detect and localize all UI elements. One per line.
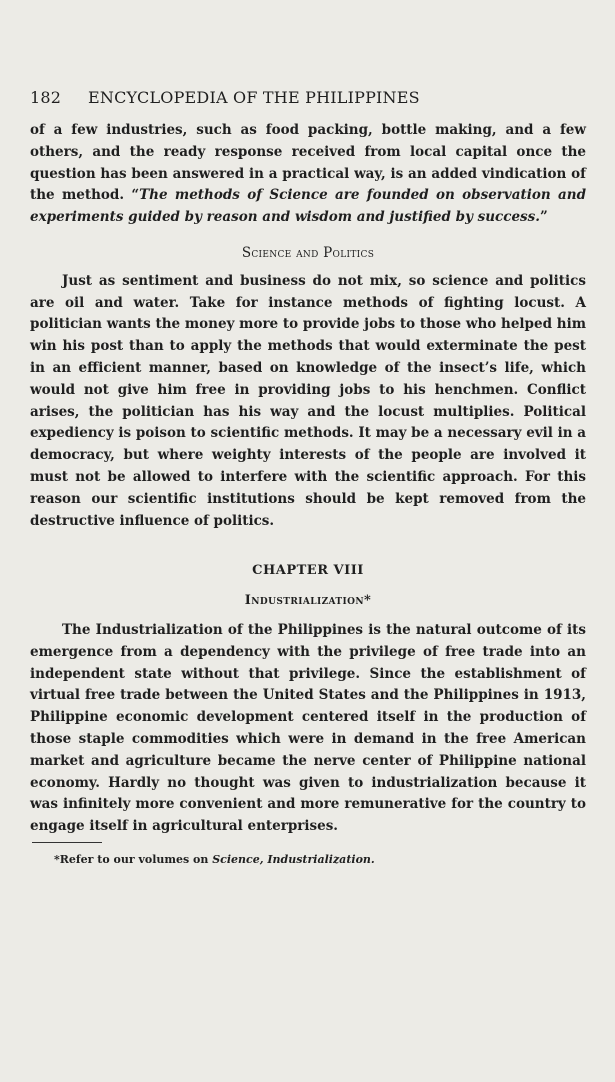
- opening-paragraph: [30, 120, 586, 229]
- section-heading-science-politics: Science and Politics: [241, 244, 375, 261]
- page-number: 182: [30, 88, 62, 107]
- chapter-title: CHAPTER VIII: [252, 563, 364, 579]
- page-body: [30, 120, 586, 871]
- footnote-rule: [32, 842, 102, 843]
- opening-quote: The methods of Science are founded on observation and experiments guided by reason and wisdom and justified by success.: [30, 187, 587, 226]
- science-politics-paragraph: Just as sentiment and business do not mix, so science and politics are oil and water. Take for instance methods of fighting locust. A politician wants the money more to provide jobs to those who helped him win his post than to apply the methods that would exterminate the pest in an efficient manner, based on knowledge of the insect’s life, which would not give him free in providing jobs to his henchmen. Conflict arises, the politician has his way and the locust multiplies. Political expediency is poison to scientific methods. It may be a necessary evil in a democracy, but where weighty interests of the people are involved it must not be allowed to interfere with the scientific approach. For this reason our scientific institutions should be kept removed from the destructive influence of politics.: [30, 272, 586, 529]
- chapter-heading-text: Industrialization: [244, 593, 364, 609]
- footnote-text: Refer to our volumes on: [59, 852, 213, 866]
- footnote-italic: Science, Industrialization.: [212, 852, 375, 866]
- page-header: [30, 88, 590, 107]
- footnote: [54, 849, 586, 871]
- chapter-heading: [30, 590, 586, 612]
- footnote-marker: *: [364, 593, 372, 609]
- running-title: ENCYCLOPEDIA OF THE PHILIPPINES: [88, 88, 420, 107]
- opening-text: of a few industries, such as food packing, bottle making, and a few others, and the ready response received from local capital once the question has been answered in a practical way, is an added vindication of the method. “: [30, 122, 586, 204]
- quote-close: ”: [539, 209, 548, 226]
- industrialization-paragraph: The Industrialization of the Philippines is the natural outcome of its emergence from a dependency with the privilege of free trade into an independent state without that privilege. Since the establishment of virtual free trade between the United States and the Philippines in 1913, Philippine economic development centered itself in the production of those staple commodities which were in demand in the free American market and agriculture became the nerve center of Philippine national economy. Hardly no thought was given to industrialization because it was infinitely more convenient and more remunerative for the country to engage itself in agricultural enterprises.: [30, 621, 586, 835]
- footnote-mark: *: [54, 852, 60, 866]
